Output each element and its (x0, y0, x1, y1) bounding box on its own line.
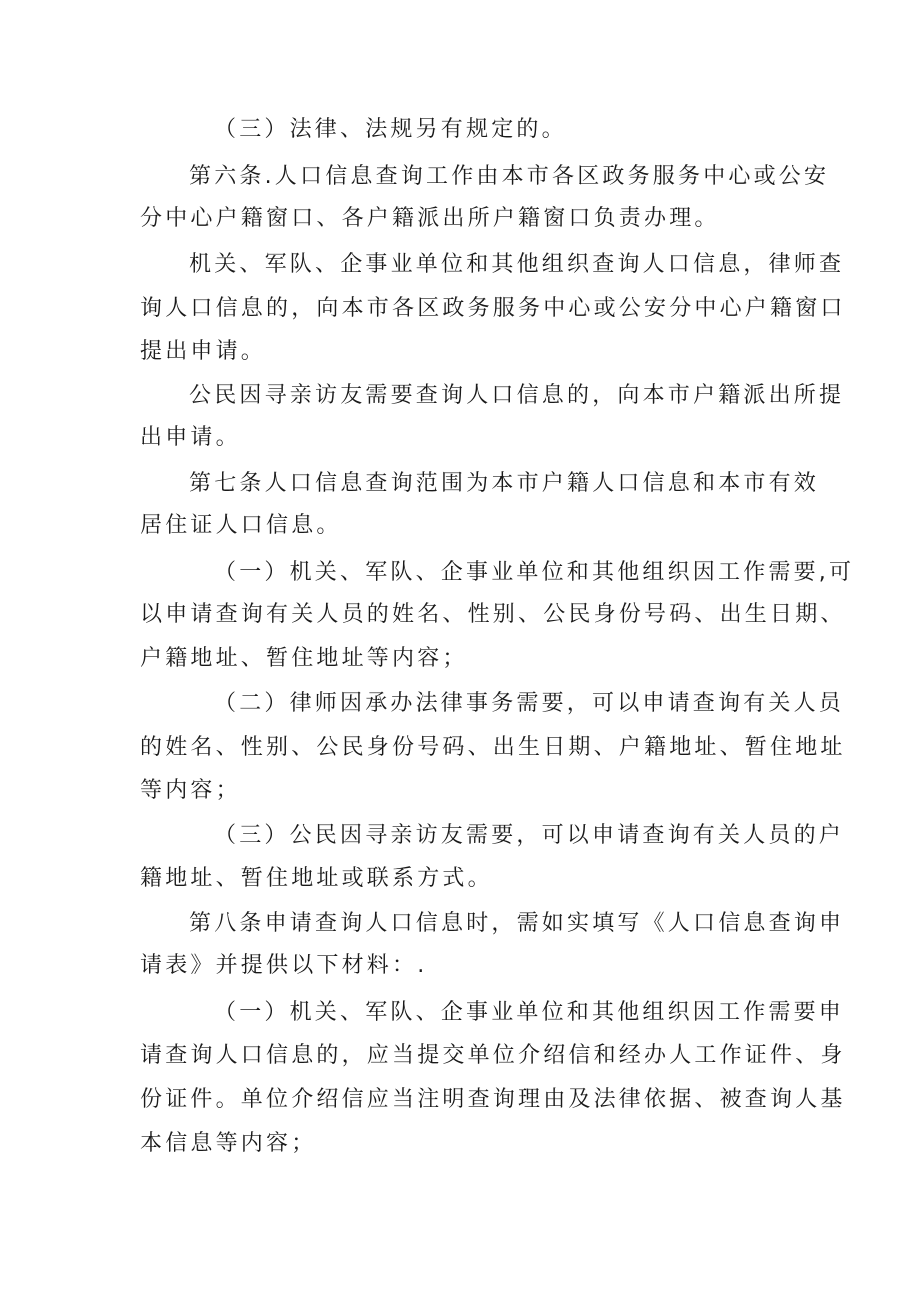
text-line: 份证件。单位介绍信应当注明查询理由及法律依据、被查询人基 (140, 1087, 846, 1112)
text-line: 本信息等内容； (140, 1131, 317, 1156)
text-line: 第七条人口信息查询范围为本市户籍人口信息和本市有效 (189, 471, 820, 496)
text-line: 请表》并提供以下材料：. (140, 953, 428, 978)
text-line: 第六条.人口信息查询工作由本市各区政务服务中心或公安 (189, 164, 830, 189)
text-line: 以申请查询有关人员的姓名、性别、公民身份号码、出生日期、 (140, 602, 846, 627)
text-line: 第八条申请查询人口信息时，需如实填写《人口信息查询申 (189, 911, 845, 936)
text-line: （一）机关、军队、企事业单位和其他组织因工作需要申 (214, 1000, 845, 1025)
text-line: （二）律师因承办法律事务需要，可以申请查询有关人员 (214, 691, 845, 716)
text-line: （一）机关、军队、企事业单位和其他组织因工作需要,可 (214, 560, 855, 585)
text-line: 询人口信息的，向本市各区政务服务中心或公安分中心户籍窗口 (140, 296, 846, 321)
text-line: 提出申请。 (140, 339, 267, 364)
text-line: 出申请。 (140, 425, 241, 450)
text-line: 分中心户籍窗口、各户籍派出所户籍窗口负责办理。 (140, 206, 720, 231)
text-line: 籍地址、暂住地址或联系方式。 (140, 866, 493, 891)
text-line: 等内容； (140, 778, 241, 803)
text-line: 居住证人口信息。 (140, 513, 342, 538)
text-line: 机关、军队、企事业单位和其他组织查询人口信息，律师查 (189, 252, 845, 277)
text-line: （三）公民因寻亲访友需要，可以申请查询有关人员的户 (214, 823, 845, 848)
text-line: （三）法律、法规另有规定的。 (214, 117, 567, 142)
text-line: 公民因寻亲访友需要查询人口信息的，向本市户籍派出所提 (189, 383, 845, 408)
text-line: 的姓名、性别、公民身份号码、出生日期、户籍地址、暂住地址 (140, 735, 846, 760)
text-line: 户籍地址、暂住地址等内容； (140, 646, 468, 671)
text-line: 请查询人口信息的，应当提交单位介绍信和经办人工作证件、身 (140, 1043, 846, 1068)
